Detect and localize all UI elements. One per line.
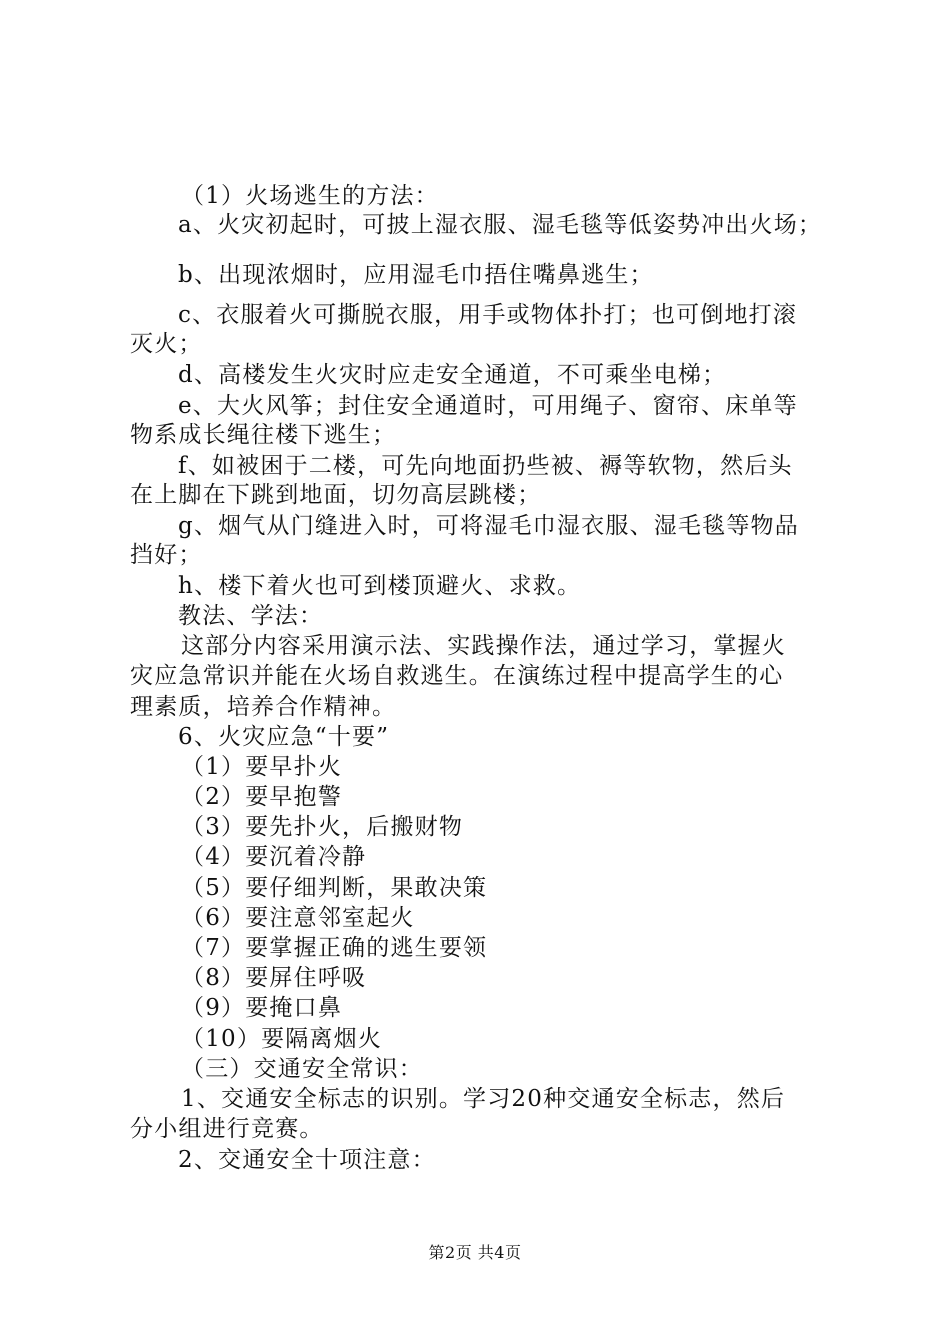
text-line: b、出现浓烟时，应用湿毛巾捂住嘴鼻逃生； <box>178 262 654 288</box>
text-line: 这部分内容采用演示法、实践操作法，通过学习，掌握火 <box>181 633 786 659</box>
text-line: （10）要隔离烟火 <box>181 1026 383 1052</box>
text-line: a、火灾初起时，可披上湿衣服、湿毛毯等低姿势冲出火场； <box>178 212 823 238</box>
text-line: 灭火； <box>130 331 203 357</box>
text-line: （2）要早抱警 <box>181 784 343 810</box>
text-line: （8）要屏住呼吸 <box>181 965 367 991</box>
text-line: 在上脚在下跳到地面，切勿高层跳楼； <box>130 482 542 508</box>
text-line: 物系成长绳往楼下逃生； <box>130 422 397 448</box>
text-line: 理素质，培养合作精神。 <box>130 694 397 720</box>
text-line: h、楼下着火也可到楼顶避火、求救。 <box>178 573 582 599</box>
text-line: 教法、学法： <box>178 603 324 629</box>
text-line: e、大火风筝；封住安全通道时，可用绳子、窗帘、床单等 <box>178 393 798 419</box>
text-line: （7）要掌握正确的逃生要领 <box>181 935 488 961</box>
text-line: 6、火灾应急“十要” <box>178 724 390 750</box>
text-line: （4）要沉着冷静 <box>181 844 367 870</box>
text-line: （1）火场逃生的方法： <box>181 183 439 209</box>
text-line: （1）要早扑火 <box>181 754 343 780</box>
text-line: （5）要仔细判断，果敢决策 <box>181 875 488 901</box>
text-line: d、高楼发生火灾时应走安全通道，不可乘坐电梯； <box>178 362 727 388</box>
text-line: （3）要先扑火，后搬财物 <box>181 814 464 840</box>
text-line: （6）要注意邻室起火 <box>181 905 415 931</box>
text-line: f、如被困于二楼，可先向地面扔些被、褥等软物，然后头 <box>178 453 793 479</box>
page-number-footer: 第2页 共4页 <box>428 1243 522 1262</box>
text-line: （9）要掩口鼻 <box>181 995 343 1021</box>
text-line: c、衣服着火可撕脱衣服，用手或物体扑打；也可倒地打滚 <box>178 302 798 328</box>
text-line: （三）交通安全常识： <box>181 1056 423 1082</box>
text-line: 分小组进行竞赛。 <box>130 1116 324 1142</box>
text-line: 1、交通安全标志的识别。学习20种交通安全标志，然后 <box>181 1086 786 1112</box>
text-line: 灾应急常识并能在火场自救逃生。在演练过程中提高学生的心 <box>130 663 784 689</box>
text-line: 2、交通安全十项注意： <box>178 1147 436 1173</box>
text-line: g、烟气从门缝进入时，可将湿毛巾湿衣服、湿毛毯等物品 <box>178 513 799 539</box>
text-line: 挡好； <box>130 542 203 568</box>
